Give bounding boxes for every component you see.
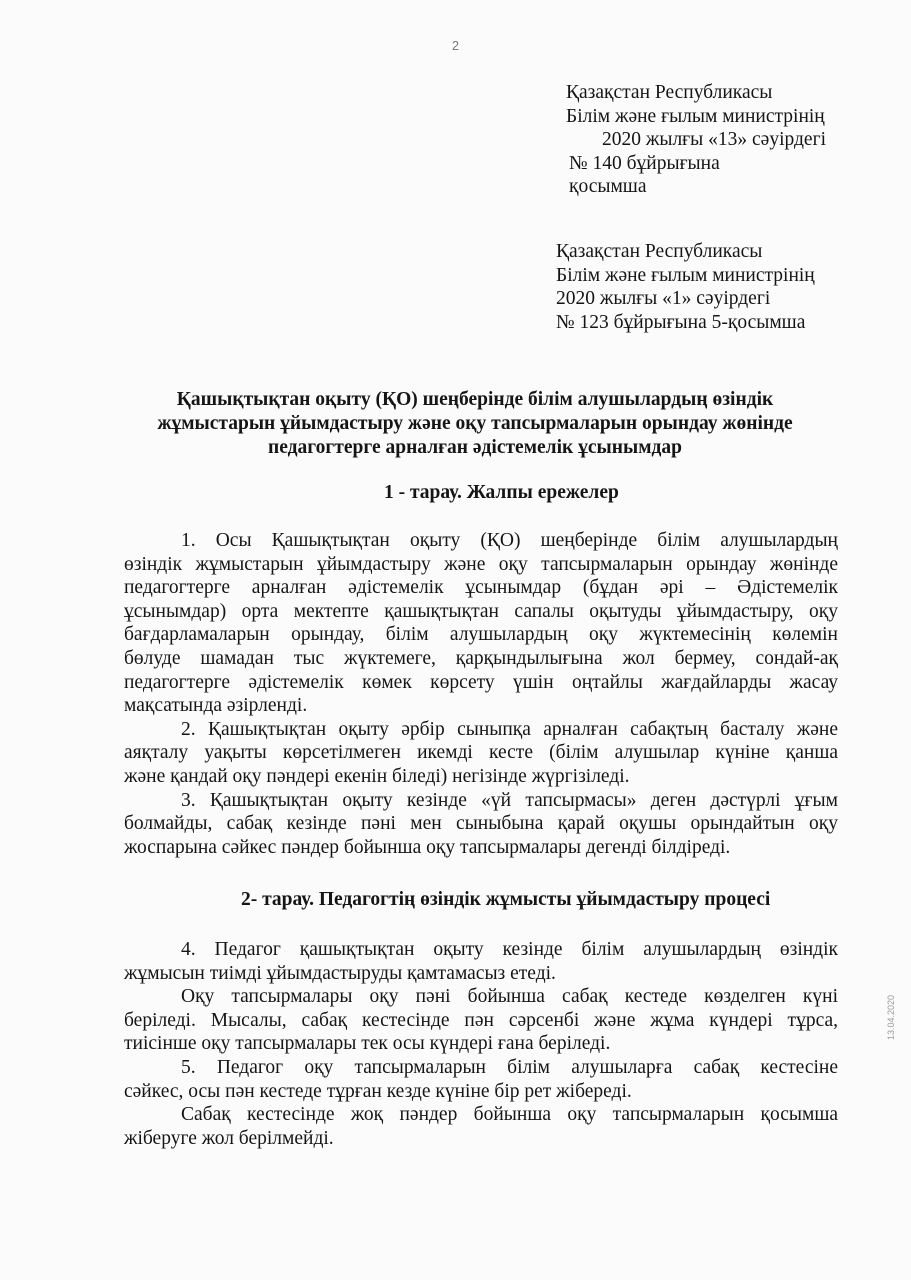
paragraph-line: 1. Осы Қашықтықтан оқыту (ҚО) шеңберінде білім алушылардың <box>181 530 838 551</box>
paragraph-line: 4. Педагог қашықтықтан оқыту кезінде білім алушылардың өзіндік <box>181 939 838 960</box>
paragraph-line: өзіндік жұмыстарын ұйымдастыру және оқу тапсырмаларын орындау жөнінде <box>124 553 838 575</box>
annex-line: Қазақстан Республикасы <box>566 82 773 103</box>
paragraph-line: 3. Қашықтықтан оқыту кезінде «үй тапсырмасы» деген дәстүрлі ұғым <box>181 789 838 811</box>
paragraph-line: беріледі. Мысалы, сабақ кестесінде пән сәрсенбі және жұма күндері тұрса, <box>124 1009 838 1031</box>
annex-line: № 123 бұйрығына 5-қосымша <box>556 311 806 333</box>
section-2-body <box>124 938 838 1150</box>
paragraph-line: мақсатында әзірленді. <box>124 695 308 717</box>
document-title <box>110 388 840 460</box>
paragraph-line: тиісінше оқу тапсырмалары тек осы күндері ғана беріледі. <box>124 1033 611 1055</box>
paragraph-line: педагогтерге арналған әдістемелік ұсынымдар (бұдан әрі – Әдістемелік <box>124 577 838 599</box>
paragraph-line: бөлуде шамадан тыс жүктемеге, қарқындылығына жол бермеу, сондай-ақ <box>124 647 838 669</box>
annex-reference-original <box>556 240 815 334</box>
paragraph-line: Оқу тапсырмалары оқу пәні бойынша сабақ кестеде көзделген күні <box>181 986 838 1008</box>
paragraph-line: 5. Педагог оқу тапсырмаларын білім алушыларға сабақ кестесіне <box>181 1056 838 1078</box>
title-line: Қашықтықтан оқыту (ҚО) шеңберінде білім алушылардың өзіндік <box>176 389 774 410</box>
date-stamp: 13.04.2020 <box>886 994 896 1040</box>
paragraph-line: және қандай оқу пәндері екенін біледі) негізінде жүргізіледі. <box>124 765 630 787</box>
section-2-heading: 2- тарау. Педагогтің өзіндік жұмысты ұйымдастыру процесі <box>241 889 771 910</box>
paragraph-line: болмайды, сабақ кезінде пәні мен сыныбына қарай оқушы орындайтын оқу <box>124 813 838 835</box>
paragraph-line: аяқталу уақыты көрсетілмеген икемді кесте (білім алушылар күніне қанша <box>124 742 838 764</box>
paragraph-line: Сабақ кестесінде жоқ пәндер бойынша оқу тапсырмаларын қосымша <box>181 1104 838 1126</box>
annex-line: қосымша <box>569 176 647 197</box>
paragraph-line: жұмысын тиімді ұйымдастыруды қамтамасыз етеді. <box>124 962 556 984</box>
title-line: педагогтерге арналған әдістемелік ұсынымдар <box>268 437 682 458</box>
annex-line: № 140 бұйрығына <box>569 152 720 174</box>
paragraph-line: жоспарына сәйкес пәндер бойынша оқу тапсырмалары дегенді білдіреді. <box>124 836 731 858</box>
paragraph-line: бағдарламаларын орындау, білім алушылардың оқу жүктемесінің көлемін <box>124 624 838 646</box>
paragraph-line: сәйкес, осы пән кестеде тұрған кезде күніне бір рет жібереді. <box>124 1080 632 1102</box>
annex-line: Қазақстан Республикасы <box>556 241 763 262</box>
paragraph-line: 2. Қашықтықтан оқыту әрбір сыныпқа арналған сабақтың басталу және <box>181 718 838 740</box>
title-line: жұмыстарын ұйымдастыру және оқу тапсырмаларын орындау жөнінде <box>157 413 793 434</box>
paragraph-line: педагогтерге әдістемелік көмек көрсету үшін оңтайлы жағдайларды жасау <box>124 671 838 693</box>
annex-line: Білім және ғылым министрінің <box>556 264 815 286</box>
paragraph-line: ұсынымдар) орта мектепте қашықтықтан сапалы оқытуды ұйымдастыру, оқу <box>124 600 838 622</box>
annex-line: 2020 жылғы «13» сәуірдегі <box>602 129 826 150</box>
section-1-body <box>124 529 838 859</box>
page-number: 2 <box>451 38 460 53</box>
paragraph-line: жіберуге жол берілмейді. <box>124 1127 334 1149</box>
section-1-heading: 1 - тарау. Жалпы ережелер <box>384 482 619 503</box>
annex-reference-current <box>566 81 826 199</box>
annex-line: 2020 жылғы «1» сәуірдегі <box>556 288 771 309</box>
annex-line: Білім және ғылым министрінің <box>566 105 825 127</box>
